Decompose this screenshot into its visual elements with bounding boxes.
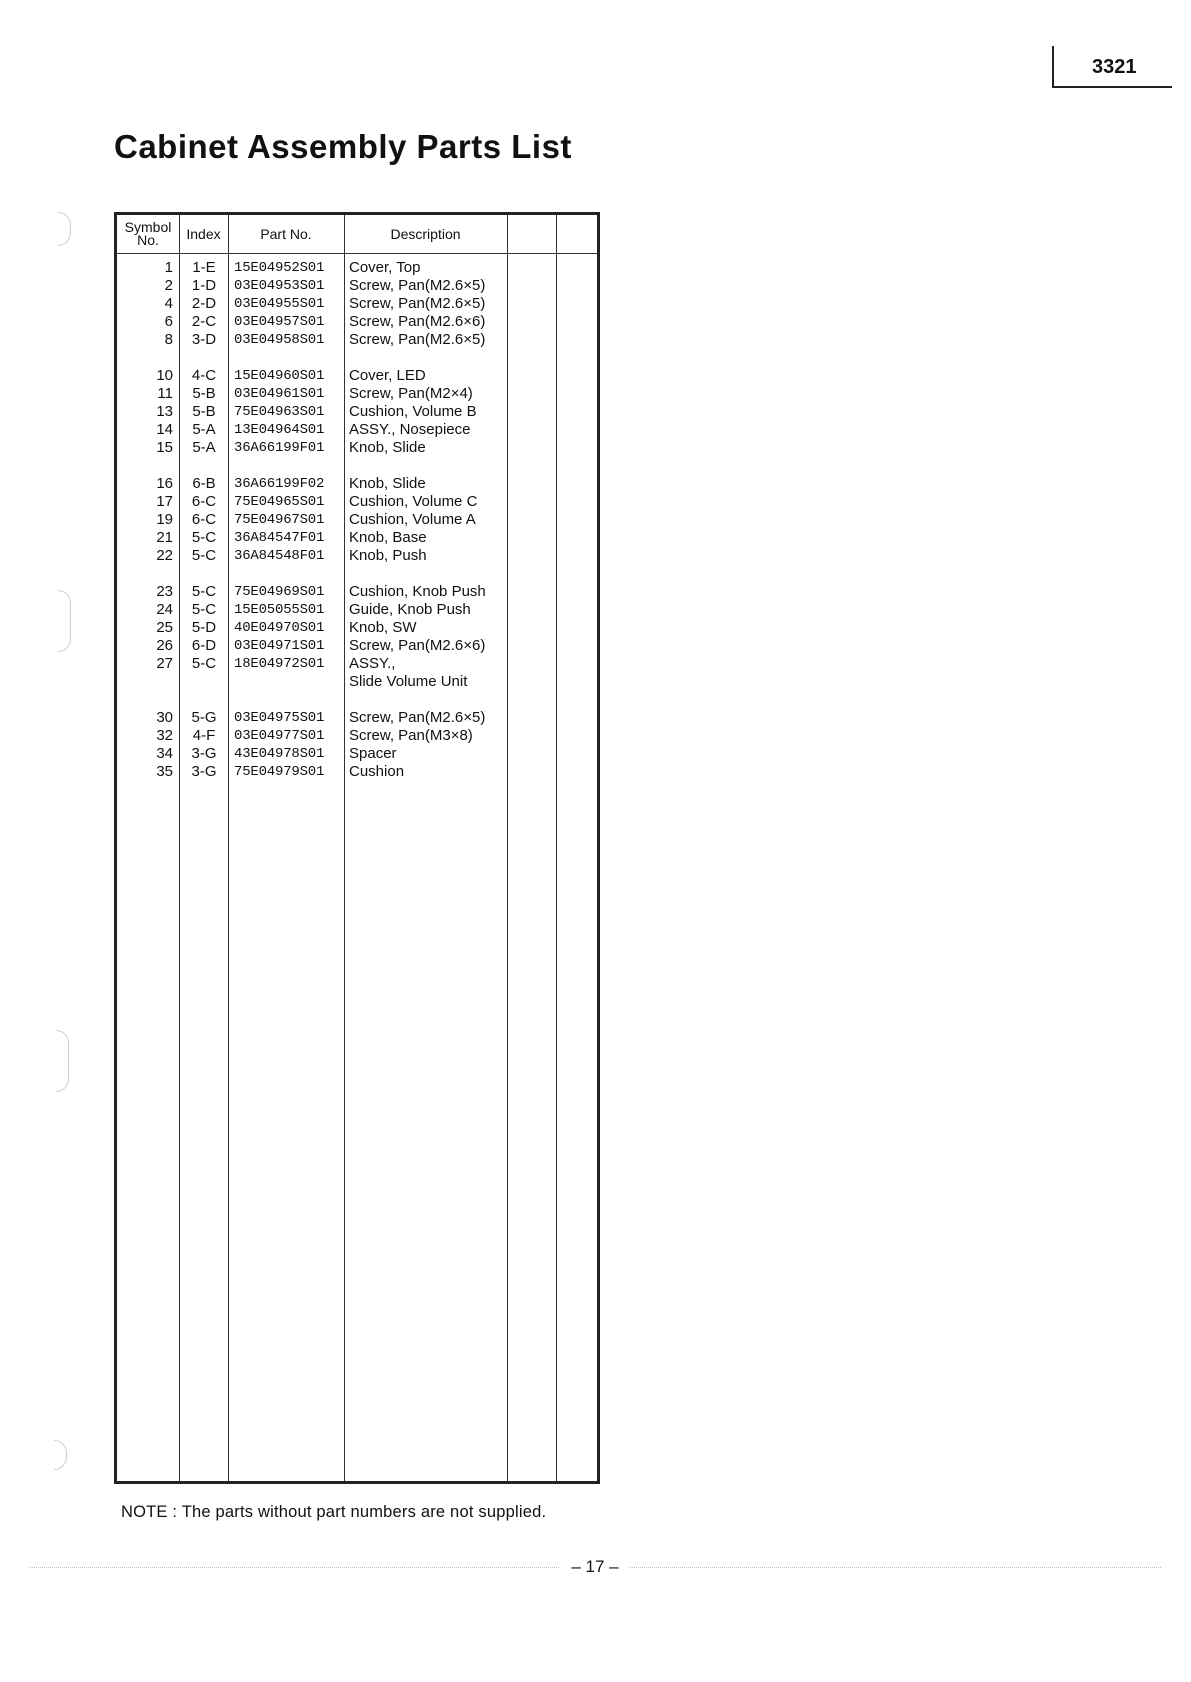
cell-part-no: 15E05055S01 xyxy=(234,602,325,618)
page-title: Cabinet Assembly Parts List xyxy=(114,128,572,165)
cell-description: Knob, Push xyxy=(349,547,427,564)
cell-part-no: 03E04955S01 xyxy=(234,296,325,312)
table-row xyxy=(117,637,597,655)
cell-symbol: 13 xyxy=(156,403,173,420)
cell-symbol: 34 xyxy=(156,745,173,762)
table-row xyxy=(117,295,597,313)
cell-index: 6-B xyxy=(192,475,216,492)
cell-part-no: 15E04952S01 xyxy=(234,260,325,276)
cell-index: 5-A xyxy=(192,439,216,456)
cell-index: 3-G xyxy=(191,745,217,762)
cell-part-no: 15E04960S01 xyxy=(234,368,325,384)
header-divider xyxy=(117,253,597,254)
cell-description: Guide, Knob Push xyxy=(349,601,471,618)
cell-symbol: 24 xyxy=(156,601,173,618)
cell-description: Screw, Pan(M2.6×6) xyxy=(349,637,486,654)
cell-description: Cushion, Knob Push xyxy=(349,583,486,600)
table-row xyxy=(117,475,597,493)
cell-symbol: 17 xyxy=(156,493,173,510)
header-symbol-no: Symbol No. xyxy=(124,219,172,248)
cell-symbol: 15 xyxy=(156,439,173,456)
table-row xyxy=(117,709,597,727)
cell-description: Screw, Pan(M3×8) xyxy=(349,727,473,744)
cell-description: ASSY., xyxy=(349,655,396,672)
cell-symbol: 32 xyxy=(156,727,173,744)
table-row xyxy=(117,547,597,565)
cell-symbol: 14 xyxy=(156,421,173,438)
cell-symbol: 27 xyxy=(156,655,173,672)
cell-symbol: 1 xyxy=(164,259,173,276)
table-row xyxy=(117,655,597,673)
cell-index: 5-D xyxy=(191,619,217,636)
table-row xyxy=(117,331,597,349)
cell-index: 5-C xyxy=(191,529,217,546)
table-row xyxy=(117,421,597,439)
cell-description: Knob, SW xyxy=(349,619,417,636)
cell-symbol: 35 xyxy=(156,763,173,780)
cell-description: Screw, Pan(M2.6×5) xyxy=(349,331,486,348)
cell-part-no: 03E04977S01 xyxy=(234,728,325,744)
table-row xyxy=(117,529,597,547)
cell-description: ASSY., Nosepiece xyxy=(349,421,471,438)
cell-description: Screw, Pan(M2.6×5) xyxy=(349,277,486,294)
table-row xyxy=(117,511,597,529)
cell-description: Cover, LED xyxy=(349,367,426,384)
cell-part-no: 13E04964S01 xyxy=(234,422,325,438)
cell-index: 5-C xyxy=(191,655,217,672)
cell-symbol: 23 xyxy=(156,583,173,600)
footer-page-number: – 17 – xyxy=(560,1557,630,1577)
cell-part-no: 18E04972S01 xyxy=(234,656,325,672)
cell-symbol: 26 xyxy=(156,637,173,654)
cell-index: 5-A xyxy=(192,421,216,438)
binder-hole-mark xyxy=(58,212,71,246)
cell-index: 3-G xyxy=(191,763,217,780)
binder-hole-mark xyxy=(54,1440,67,1470)
cell-symbol: 19 xyxy=(156,511,173,528)
cell-description: Cushion, Volume A xyxy=(349,511,476,528)
table-row xyxy=(117,277,597,295)
cell-description: Screw, Pan(M2.6×5) xyxy=(349,709,486,726)
cell-index: 5-B xyxy=(192,403,216,420)
table-row xyxy=(117,313,597,331)
cell-index: 2-D xyxy=(191,295,217,312)
cell-index: 2-C xyxy=(191,313,217,330)
cell-index: 6-C xyxy=(191,511,217,528)
cell-part-no: 03E04953S01 xyxy=(234,278,325,294)
cell-symbol: 2 xyxy=(164,277,173,294)
cell-description: Screw, Pan(M2×4) xyxy=(349,385,473,402)
cell-part-no: 03E04971S01 xyxy=(234,638,325,654)
cell-part-no: 75E04963S01 xyxy=(234,404,325,420)
cell-symbol: 4 xyxy=(164,295,173,312)
cell-part-no: 75E04979S01 xyxy=(234,764,325,780)
cell-symbol: 8 xyxy=(164,331,173,348)
page-number: 3321 xyxy=(1092,56,1137,78)
cell-symbol: 30 xyxy=(156,709,173,726)
cell-symbol: 25 xyxy=(156,619,173,636)
cell-description: Knob, Slide xyxy=(349,475,426,492)
cell-symbol: 11 xyxy=(157,385,173,402)
table-row xyxy=(117,673,597,691)
cell-part-no: 75E04967S01 xyxy=(234,512,325,528)
cell-description: Knob, Base xyxy=(349,529,427,546)
binder-hole-mark xyxy=(58,590,71,652)
page-number-box xyxy=(1052,46,1172,88)
table-row xyxy=(117,493,597,511)
cell-part-no: 40E04970S01 xyxy=(234,620,325,636)
cell-index: 5-C xyxy=(191,601,217,618)
cell-part-no: 36A84547F01 xyxy=(234,530,325,546)
cell-index: 5-G xyxy=(191,709,217,726)
cell-symbol: 16 xyxy=(156,475,173,492)
binder-hole-mark xyxy=(56,1030,69,1092)
cell-part-no: 03E04975S01 xyxy=(234,710,325,726)
cell-description: Cushion, Volume C xyxy=(349,493,478,510)
table-row xyxy=(117,745,597,763)
cell-index: 1-E xyxy=(192,259,216,276)
cell-symbol: 21 xyxy=(156,529,173,546)
cell-index: 5-C xyxy=(191,583,217,600)
table-row xyxy=(117,763,597,781)
cell-part-no: 03E04961S01 xyxy=(234,386,325,402)
table-row xyxy=(117,367,597,385)
header-part-no: Part No. xyxy=(260,225,312,242)
cell-index: 5-B xyxy=(192,385,216,402)
note-text: NOTE : The parts without part numbers are not supplied. xyxy=(121,1503,547,1521)
cell-part-no: 36A84548F01 xyxy=(234,548,325,564)
table-row xyxy=(117,583,597,601)
cell-description: Screw, Pan(M2.6×5) xyxy=(349,295,486,312)
cell-index: 4-F xyxy=(192,727,216,744)
header-index: Index xyxy=(186,225,221,242)
cell-description: Slide Volume Unit xyxy=(349,673,468,690)
header-description: Description xyxy=(390,225,461,242)
cell-index: 6-D xyxy=(191,637,217,654)
cell-description: Cover, Top xyxy=(349,259,421,276)
cell-symbol: 22 xyxy=(156,547,173,564)
table-row xyxy=(117,259,597,277)
cell-index: 6-C xyxy=(191,493,217,510)
cell-description: Knob, Slide xyxy=(349,439,426,456)
table-row xyxy=(117,385,597,403)
cell-part-no: 36A66199F02 xyxy=(234,476,325,492)
cell-part-no: 03E04958S01 xyxy=(234,332,325,348)
cell-part-no: 36A66199F01 xyxy=(234,440,325,456)
table-row xyxy=(117,403,597,421)
table-row xyxy=(117,619,597,637)
cell-part-no: 03E04957S01 xyxy=(234,314,325,330)
cell-index: 1-D xyxy=(191,277,217,294)
table-row xyxy=(117,727,597,745)
cell-index: 4-C xyxy=(191,367,217,384)
cell-symbol: 6 xyxy=(164,313,173,330)
cell-part-no: 75E04965S01 xyxy=(234,494,325,510)
cell-description: Cushion, Volume B xyxy=(349,403,477,420)
cell-description: Spacer xyxy=(349,745,397,762)
cell-description: Screw, Pan(M2.6×6) xyxy=(349,313,486,330)
cell-index: 5-C xyxy=(191,547,217,564)
cell-symbol: 10 xyxy=(156,367,173,384)
cell-part-no: 43E04978S01 xyxy=(234,746,325,762)
table-row xyxy=(117,601,597,619)
parts-table xyxy=(114,212,600,1484)
cell-description: Cushion xyxy=(349,763,405,780)
table-row xyxy=(117,439,597,457)
cell-part-no: 75E04969S01 xyxy=(234,584,325,600)
cell-index: 3-D xyxy=(191,331,217,348)
